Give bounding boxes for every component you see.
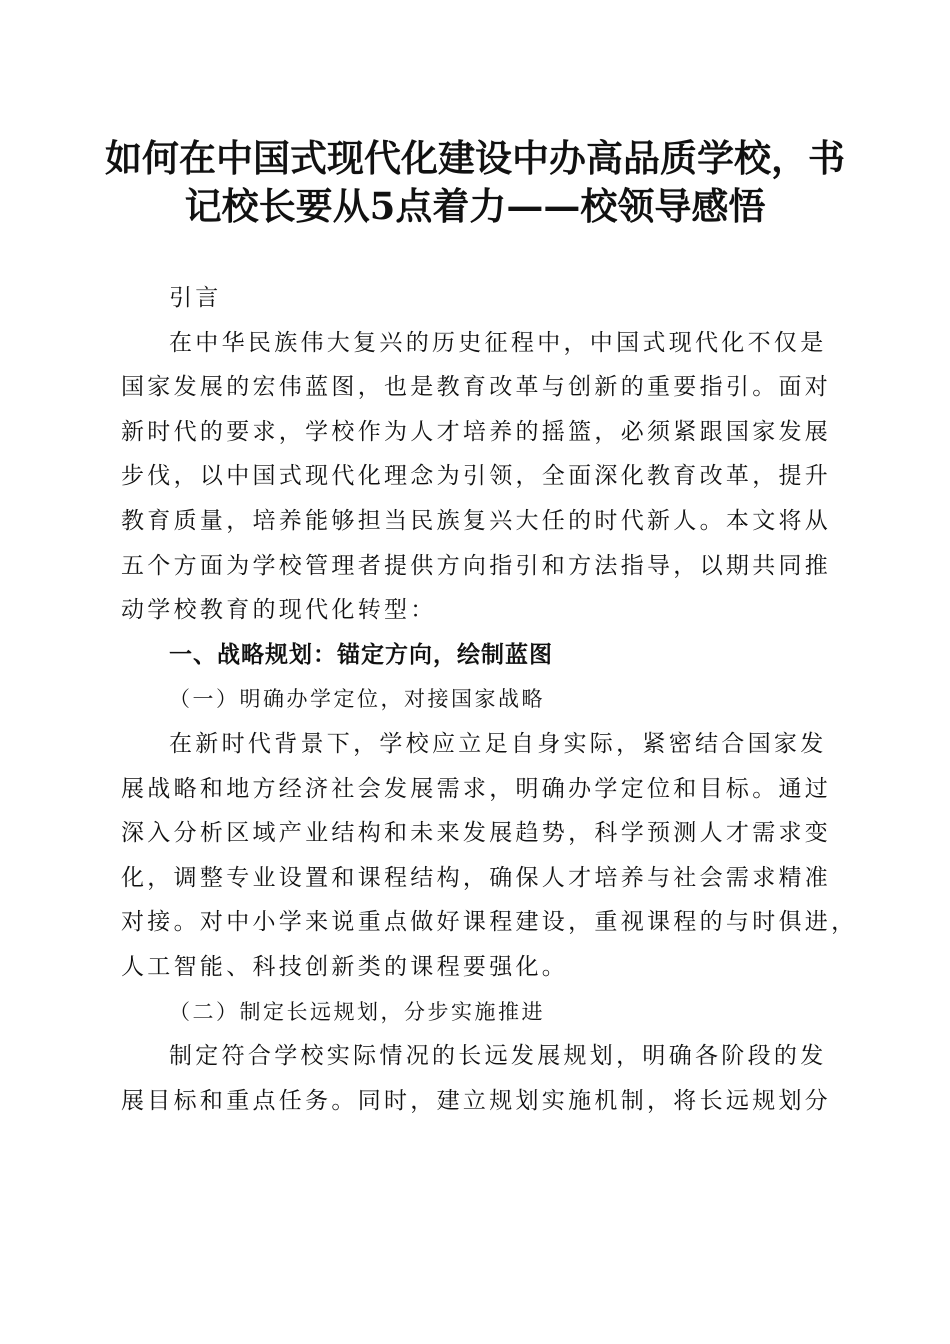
subsection-2-paragraph (121, 1034, 831, 1123)
subsection-1-paragraph (121, 722, 858, 990)
title-line-2: 记校长要从5点着力——校领导感悟 (184, 184, 766, 228)
paragraph-line: 步伐，以中国式现代化理念为引领，全面深化教育改革，提升 (121, 463, 832, 490)
intro-label: 引言 (169, 285, 222, 311)
title-line-1: 如何在中国式现代化建设中办高品质学校，书 (105, 136, 845, 180)
paragraph-line: 教育质量，培养能够担当民族复兴大任的时代新人。本文将从 (121, 507, 832, 534)
paragraph-line: 对接。对中小学来说重点做好课程建设，重视课程的与时俱进， (121, 909, 858, 936)
document-title (100, 134, 850, 230)
paragraph-line: 展目标和重点任务。同时，建立规划实施机制，将长远规划分 (121, 1087, 832, 1114)
paragraph-line: 国家发展的宏伟蓝图，也是教育改革与创新的重要指引。面对 (121, 374, 832, 401)
paragraph-line: 深入分析区域产业结构和未来发展趋势，科学预测人才需求变 (121, 820, 832, 847)
paragraph-line: 制定符合学校实际情况的长远发展规划，明确各阶段的发 (169, 1043, 827, 1070)
paragraph-line: 化，调整专业设置和课程结构，确保人才培养与社会需求精准 (121, 864, 832, 891)
paragraph-line: 人工智能、科技创新类的课程要强化。 (121, 953, 569, 980)
section-heading: 一、战略规划：锚定方向，绘制蓝图 (169, 641, 553, 668)
paragraph-line: 新时代的要求，学校作为人才培养的摇篮，必须紧跟国家发展 (121, 418, 832, 445)
paragraph-line: 动学校教育的现代化转型： (121, 597, 437, 624)
document-body (121, 276, 858, 1123)
paragraph-line: 在新时代背景下，学校应立足自身实际，紧密结合国家发 (169, 730, 827, 757)
paragraph-line: 展战略和地方经济社会发展需求，明确办学定位和目标。通过 (121, 775, 832, 802)
subsection-heading: （一）明确办学定位，对接国家战略 (169, 687, 545, 712)
paragraph-line: 在中华民族伟大复兴的历史征程中，中国式现代化不仅是 (169, 329, 827, 356)
subsection-heading: （二）制定长远规划，分步实施推进 (169, 999, 545, 1024)
intro-paragraph (121, 321, 831, 633)
paragraph-line: 五个方面为学校管理者提供方向指引和方法指导，以期共同推 (121, 552, 832, 579)
